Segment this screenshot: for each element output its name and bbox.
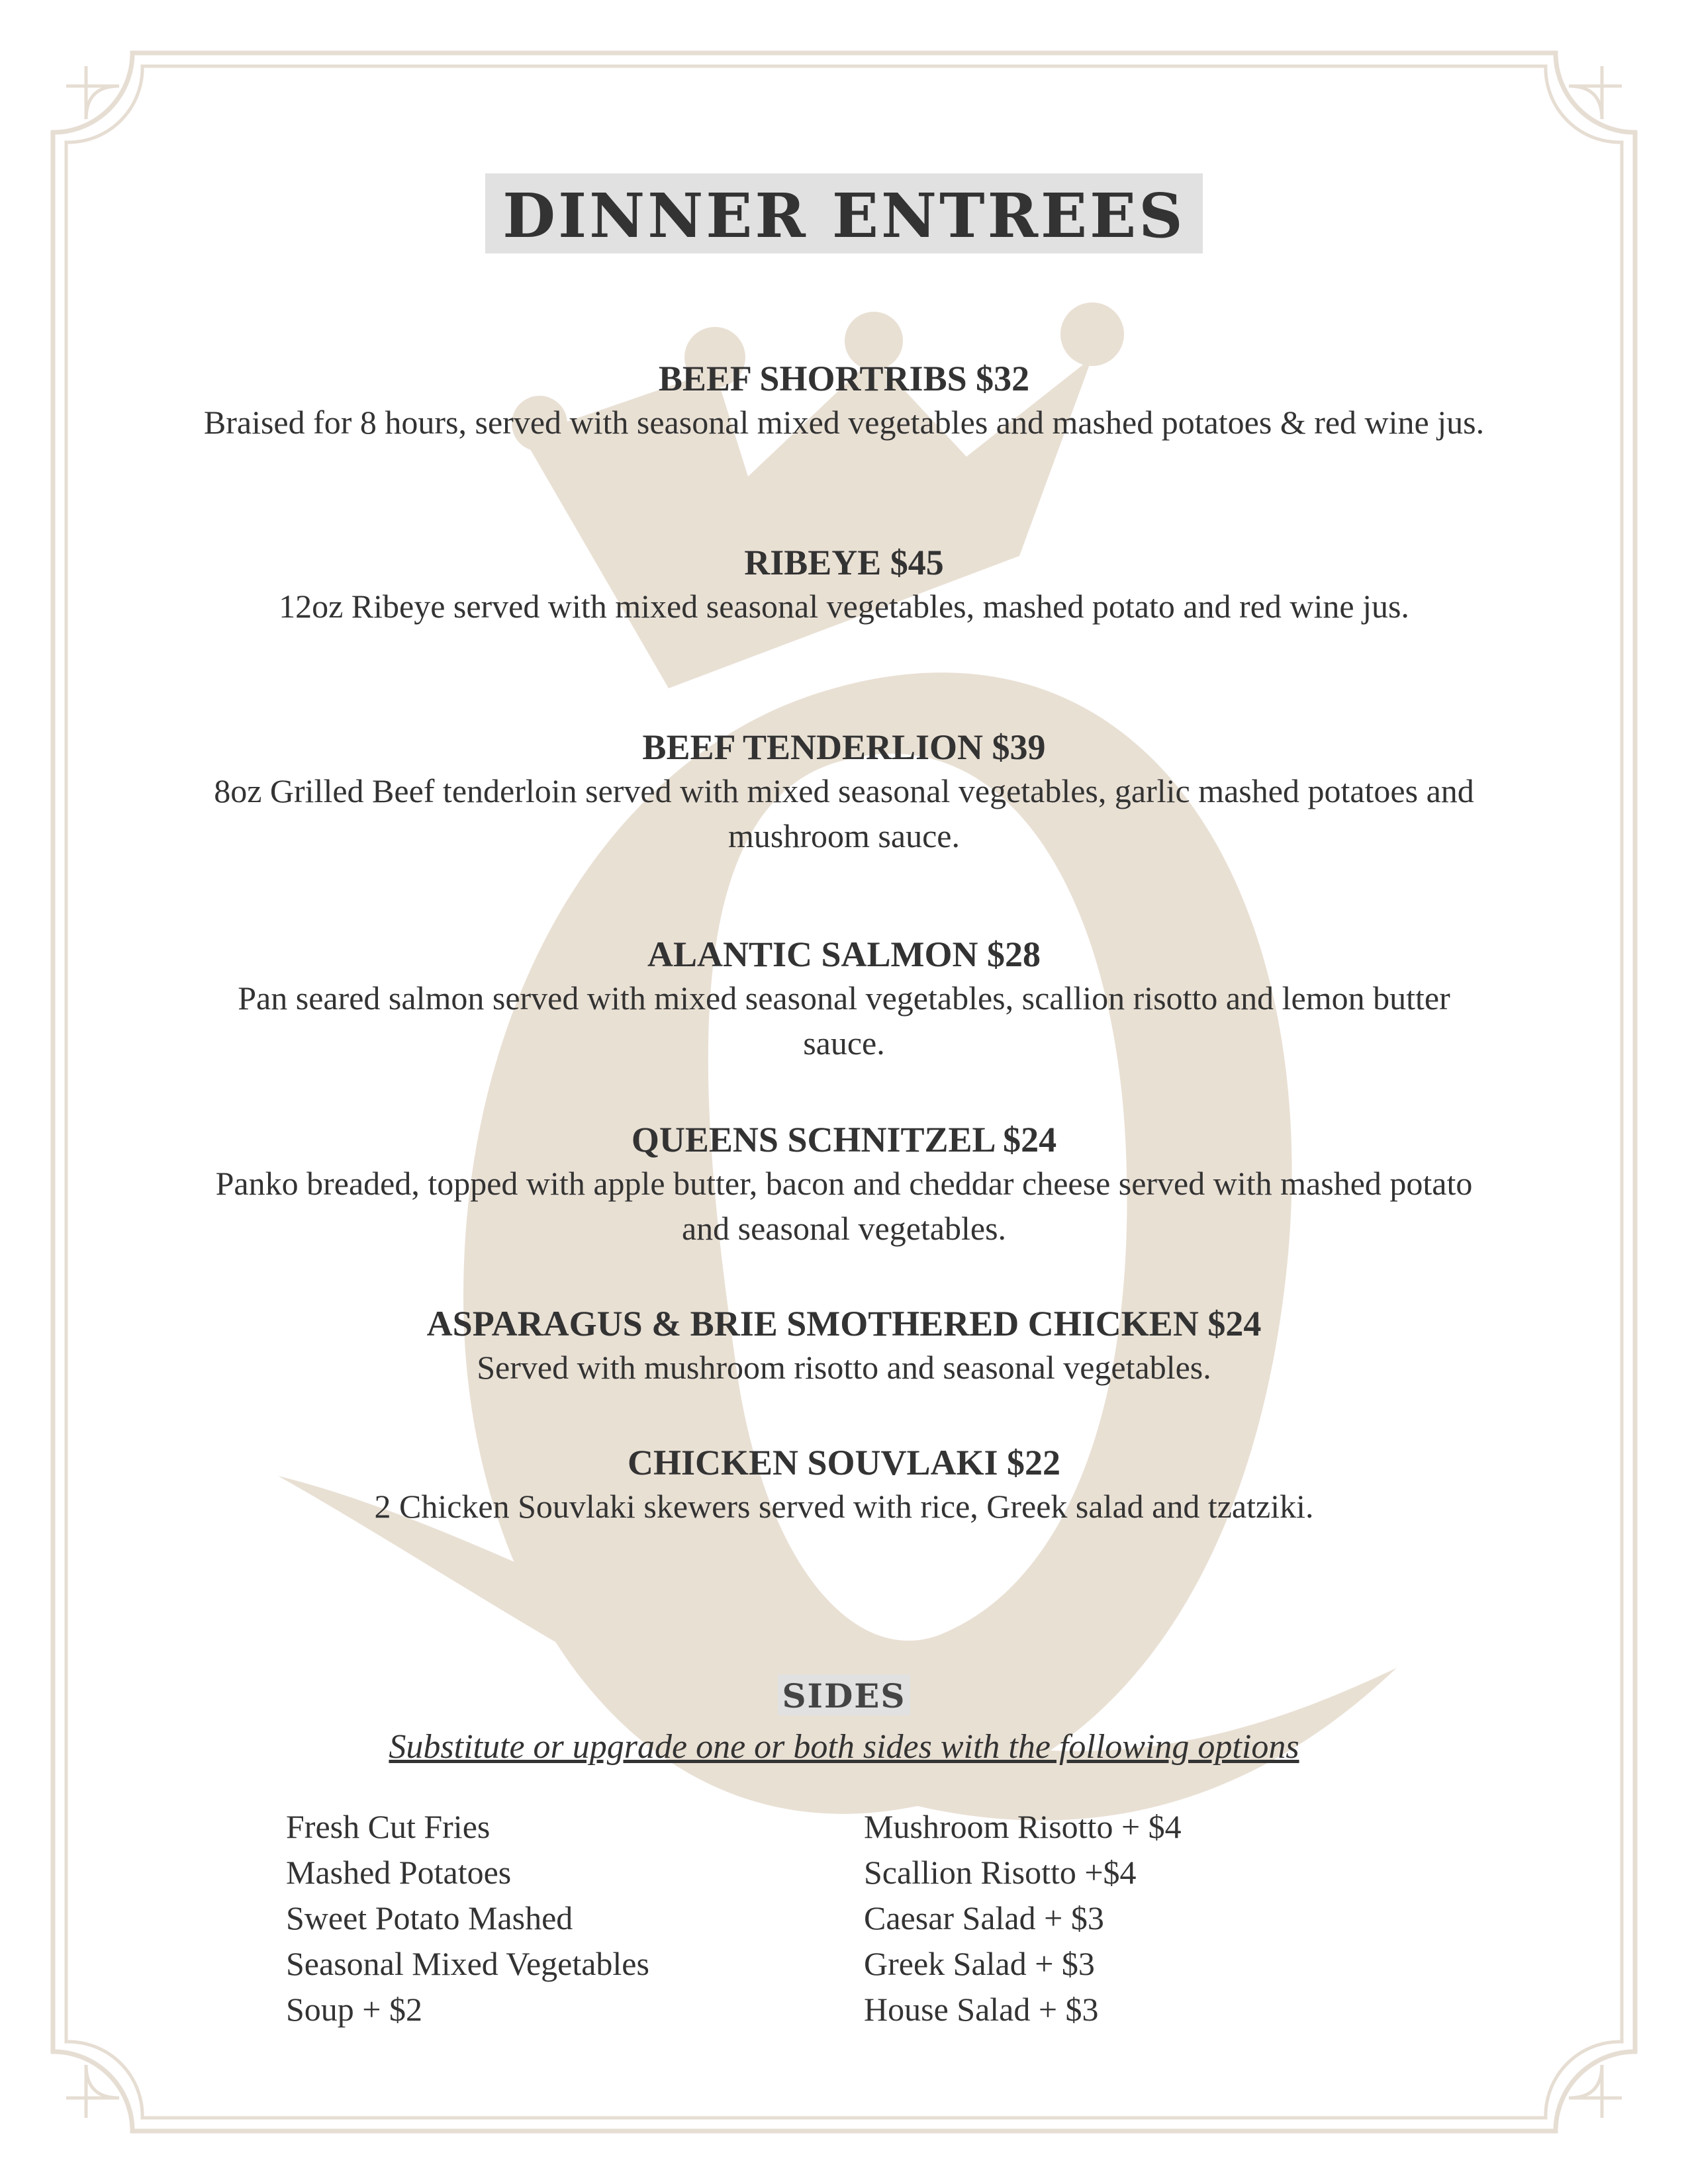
sides-heading: SIDES	[778, 1674, 910, 1715]
menu-item-name: BEEF TENDERLION $39	[642, 727, 1046, 767]
menu-item-description: Pan seared salmon served with mixed seasonal vegetables, scallion risotto and lemon butter sauce.	[238, 979, 1450, 1062]
side-item: Sweet Potato Mashed	[286, 1899, 573, 1936]
menu-item-name: BEEF SHORTRIBS $32	[658, 359, 1030, 398]
side-item: Greek Salad + $3	[864, 1945, 1095, 1982]
side-item: Mushroom Risotto + $4	[864, 1808, 1182, 1845]
menu-item-description: Panko breaded, topped with apple butter, bacon and cheddar cheese served with mashed potato and seasonal vegetables.	[215, 1165, 1473, 1247]
menu-item-name: RIBEYE $45	[744, 543, 944, 582]
side-item: Caesar Salad + $3	[864, 1899, 1104, 1936]
menu-item-name: CHICKEN SOUVLAKI $22	[627, 1443, 1061, 1482]
menu-item	[199, 357, 1489, 445]
menu-item-description: Served with mushroom risotto and seasonal vegetables.	[477, 1349, 1211, 1386]
sides-list-right	[864, 1804, 1182, 2032]
page-title: DINNER ENTREES	[485, 173, 1202, 253]
menu-item	[199, 541, 1489, 629]
side-item: Mashed Potatoes	[286, 1854, 512, 1891]
menu-item	[199, 1441, 1489, 1529]
menu-item-description: Braised for 8 hours, served with seasonal mixed vegetables and mashed potatoes & red wine jus.	[203, 404, 1485, 441]
menu-item-description: 2 Chicken Souvlaki skewers served with rice, Greek salad and tzatziki.	[374, 1488, 1314, 1525]
side-item: Scallion Risotto +$4	[864, 1854, 1137, 1891]
side-item: House Salad + $3	[864, 1991, 1099, 2028]
sides-list-left	[286, 1804, 649, 2032]
menu-item	[199, 1118, 1489, 1251]
side-item: Fresh Cut Fries	[286, 1808, 491, 1845]
menu-item	[199, 933, 1489, 1066]
menu-item	[199, 726, 1489, 858]
menu-item-description: 8oz Grilled Beef tenderloin served with mixed seasonal vegetables, garlic mashed potatoes and mushroom sauce.	[214, 772, 1474, 854]
sides-note: Substitute or upgrade one or both sides with the following options	[389, 1728, 1299, 1766]
side-item: Soup + $2	[286, 1991, 423, 2028]
menu-item-name: QUEENS SCHNITZEL $24	[631, 1120, 1057, 1160]
menu-item	[199, 1302, 1489, 1390]
menu-item-name: ASPARAGUS & BRIE SMOTHERED CHICKEN $24	[426, 1304, 1262, 1343]
menu-item-description: 12oz Ribeye served with mixed seasonal vegetables, mashed potato and red wine jus.	[279, 588, 1409, 625]
menu-item-name: ALANTIC SALMON $28	[647, 934, 1041, 974]
side-item: Seasonal Mixed Vegetables	[286, 1945, 649, 1982]
